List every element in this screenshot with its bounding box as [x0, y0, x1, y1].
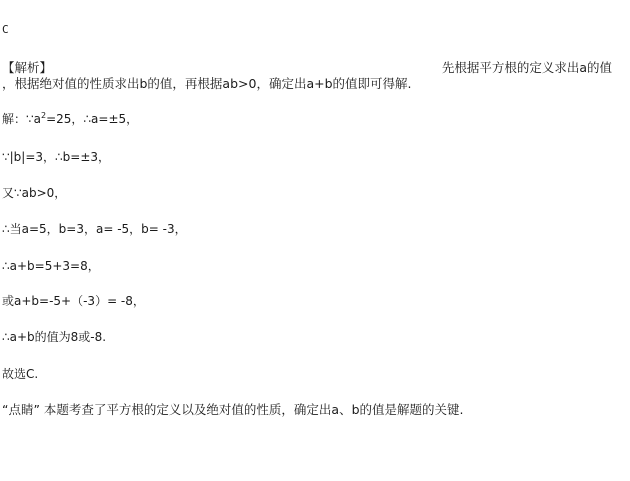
step-1-rest: =25，∴a=±5， [46, 112, 139, 126]
solution-step-1 [2, 111, 138, 127]
solution-step-3: 又∵ab>0， [2, 186, 67, 200]
analysis-intro: ，根据绝对值的性质求出b的值，再根据ab>0，确定出a+b的值即可得解. [2, 76, 412, 91]
solution-step-5: ∴a+b=5+3=8， [2, 259, 100, 273]
solution-step-2: ∵|b|=3，∴b=±3， [2, 150, 111, 164]
answer-letter: C [2, 23, 9, 36]
step-1-superscript: 2 [41, 111, 47, 120]
analysis-tag: 【解析】 [2, 60, 53, 75]
solution-step-8: 故选C. [2, 367, 39, 381]
step-1-text: 解：∵a [2, 112, 41, 126]
analysis-lead: 先根据平方根的定义求出a的值 [441, 60, 612, 75]
solution-step-7: ∴a+b的值为8或-8. [2, 330, 107, 344]
comment-note: “点睛” 本题考查了平方根的定义以及绝对值的性质，确定出a、b的值是解题的关键. [2, 402, 464, 417]
solution-step-4: ∴当a=5，b=3，a= -5，b= -3， [2, 222, 187, 236]
solution-step-6: 或a+b=-5+（-3）= -8， [2, 294, 145, 308]
analysis-header [2, 60, 628, 76]
